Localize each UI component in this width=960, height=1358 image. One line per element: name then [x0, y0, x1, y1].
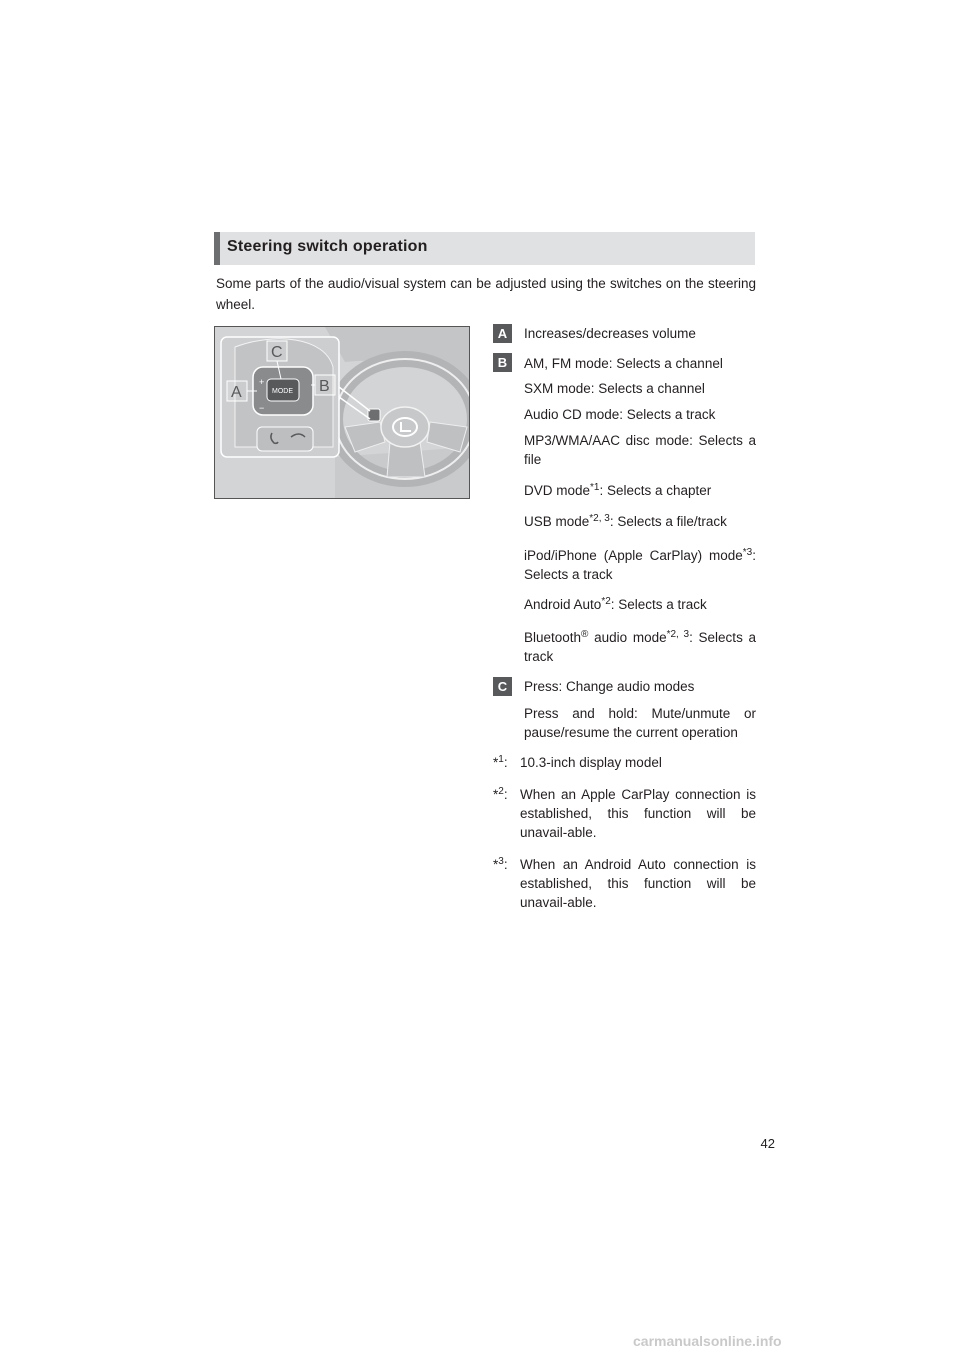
badge-c: C — [493, 677, 512, 696]
figure-label-c: C — [271, 344, 283, 361]
steering-wheel-drawing — [215, 327, 469, 498]
section-header-accent — [214, 232, 220, 265]
item-c-press-hold: Press and hold: Mute/unmute or pause/resume the current operation — [524, 706, 756, 740]
item-b-am-fm: AM, FM mode: Selects a channel — [524, 356, 723, 371]
footnote-1: *$^1$: 10.3-inch display model — [493, 754, 662, 770]
item-b-android-auto: Android Auto$^{*2}$: Selects a track — [524, 596, 707, 612]
footnote-3: *$^3$: When an Android Auto connection is established, this function will be unavail-able. — [493, 856, 756, 910]
item-b-dvd: DVD mode$^{*1}$: Selects a chapter — [524, 482, 712, 498]
footnote-2: *$^2$: When an Apple CarPlay connection is established, this function will be unavail-able. — [493, 786, 756, 840]
item-b-ipod: iPod/iPhone (Apple CarPlay) mode$^{*3}$: Selects a track — [524, 547, 756, 582]
figure-label-b: B — [319, 378, 330, 395]
item-b-cd: Audio CD mode: Selects a track — [524, 407, 716, 422]
steering-switch-illustration — [214, 326, 470, 499]
watermark: carmanualsonline.info — [633, 1333, 782, 1349]
intro-paragraph: Some parts of the audio/visual system can be adjusted using the switches on the steering wheel. — [216, 276, 756, 312]
item-b-bluetooth: Bluetooth® audio mode$^{*2, 3}$: Selects a track — [524, 629, 757, 664]
badge-b: B — [493, 353, 512, 372]
volume-minus-label: − — [259, 403, 265, 413]
item-b-usb: USB mode$^{*2, 3}$: Selects a file/track — [524, 513, 727, 529]
page-number: 42 — [760, 1136, 775, 1151]
item-a-volume: Increases/decreases volume — [524, 326, 696, 341]
badge-a: A — [493, 324, 512, 343]
section-title: Steering switch operation — [227, 238, 428, 255]
item-b-mp3: MP3/WMA/AAC disc mode: Selects a file — [524, 433, 756, 467]
item-b-sxm: SXM mode: Selects a channel — [524, 381, 705, 396]
section-header — [214, 232, 755, 265]
volume-plus-label: + — [259, 377, 265, 387]
mode-button-label: MODE — [272, 388, 293, 395]
item-c-press: Press: Change audio modes — [524, 679, 695, 694]
figure-label-a: A — [231, 384, 242, 401]
